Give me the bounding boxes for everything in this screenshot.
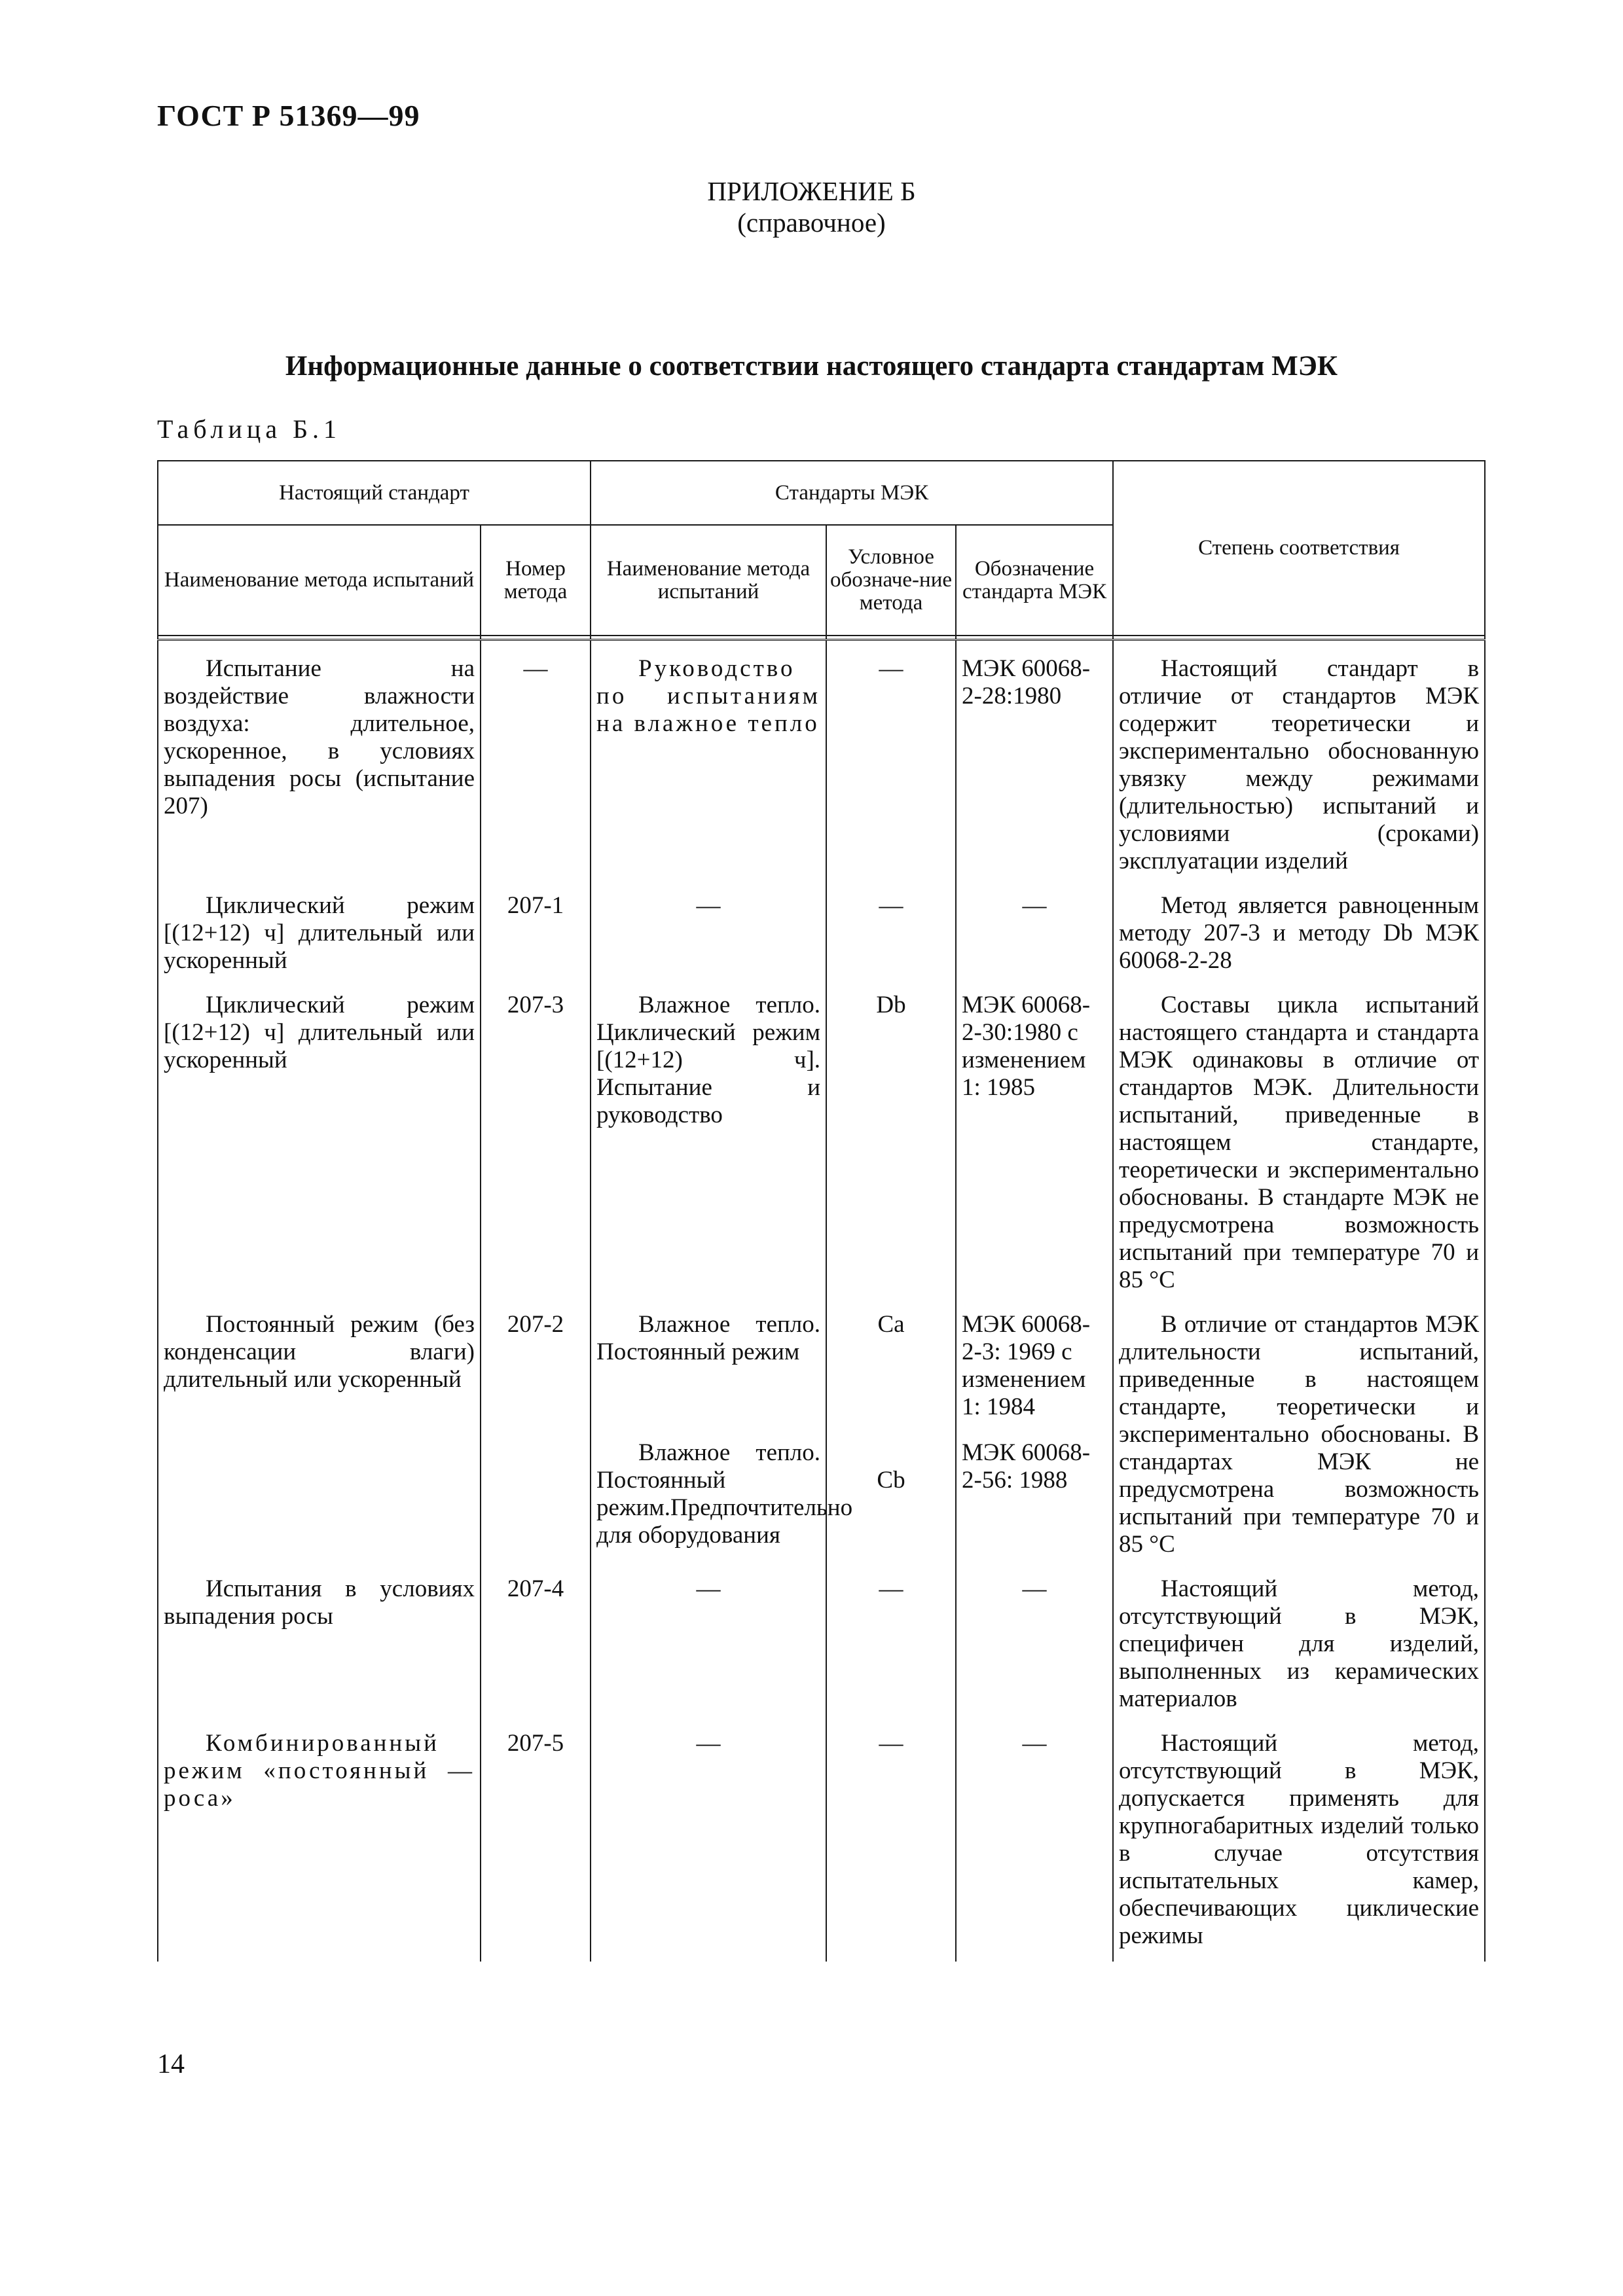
iec-standard: — [956,892,1113,992]
appendix-type: (справочное) [737,207,886,238]
header-iec-method-name: Наименование метода испытаний [591,525,826,636]
degree-text: Настоящий метод, отсутствующий в МЭК, допускается применять для крупногабаритных изделий только в случае отсутствия испытательных камер, обеспечивающих циклические режимы [1113,1730,1485,1962]
appendix-title: ПРИЛОЖЕНИЕ Б [707,176,916,206]
iec-method-name-group [591,1311,853,1575]
method-name: Испытания в условиях выпадения росы [158,1575,481,1730]
iec-method-name: Влажное тепло. Циклический режим [(12+12) ч]. Испытание и руководство [591,992,826,1311]
iec-standard-2: МЭК 60068-2-56: 1988 [962,1439,1091,1494]
method-name: Испытание на воздействие влажности воздуха: длительное, ускоренное, в условиях выпадения росы (испытание 207) [158,640,481,893]
method-number: 207-5 [481,1730,591,1962]
header-iec-designation: Условное обозначе-ние метода [826,525,956,636]
table-row [158,992,1485,1311]
method-name: Циклический режим [(12+12) ч] длительный или ускоренный [158,992,481,1311]
method-number: 207-4 [481,1575,591,1730]
method-number: 207-2 [481,1311,591,1575]
iec-standard: — [956,1575,1113,1730]
degree-text: Составы цикла испытаний настоящего стандарта и стандарта МЭК одинаковы в отличие от стандартов МЭК. Длительности испытаний, приведенные в настоящем стандарте, теоретически и экспериментально обоснованы. В стандарте МЭК не предусмотрена возможность испытаний при температуре 70 и 85 °С [1113,992,1485,1311]
iec-designation: Db [826,992,956,1311]
iec-designation: Ca [877,1311,905,1338]
iec-method-name: Руководство по испытаниям на влажное тепло [591,640,826,893]
iec-standard: — [956,1730,1113,1962]
page-number: 14 [157,2049,185,2079]
iec-designation: — [826,1730,956,1962]
iec-designation: — [826,640,956,893]
degree-text: В отличие от стандартов МЭК длительности испытаний, приведенные в настоящем стандарте, теоретически и экспериментально обоснованы. В стандартах МЭК не предусмотрена возможность испытаний при температуре 70 и 85 °С [1113,1311,1485,1575]
header-method-number: Номер метода [481,525,591,636]
header-degree: Степень соответствия [1113,461,1485,636]
table-row [158,1575,1485,1730]
iec-standard: МЭК 60068-2-3: 1969 с изменением 1: 1984 [962,1311,1091,1420]
method-number: — [481,640,591,893]
iec-designation: — [826,892,956,992]
header-iec-standards: Стандарты МЭК [591,461,1113,525]
appendix-heading [0,175,1623,238]
group-header-row [158,461,1485,525]
iec-standard-group [956,1311,1113,1575]
iec-method-name: — [591,1730,826,1962]
method-number: 207-3 [481,992,591,1311]
table-row [158,1311,1485,1575]
method-name: Комбинированный режим «постоянный — роса» [158,1730,481,1962]
iec-standard: МЭК 60068-2-30:1980 с изменением 1: 1985 [956,992,1113,1311]
iec-designation-group [826,1311,956,1575]
iec-method-name: — [591,1575,826,1730]
method-name: Постоянный режим (без конденсации влаги) длительный или ускоренный [158,1311,481,1575]
degree-text: Настоящий метод, отсутствующий в МЭК, специфичен для изделий, выполненных из керамических материалов [1113,1575,1485,1730]
iec-standard: МЭК 60068-2-28:1980 [956,640,1113,893]
iec-designation: — [826,1575,956,1730]
iec-method-name-2: Влажное тепло. Постоянный режим.Предпочтительно для оборудования [596,1439,853,1549]
document-code: ГОСТ Р 51369—99 [157,99,420,132]
iec-designation-2: Cb [877,1467,905,1494]
method-number: 207-1 [481,892,591,992]
correspondence-table [157,460,1486,1962]
table-row [158,1730,1485,1962]
main-title: Информационные данные о соответствии настоящего стандарта стандартам МЭК [285,351,1338,382]
table-label: Таблица Б.1 [157,414,342,444]
iec-method-name: — [591,892,826,992]
header-present-standard: Настоящий стандарт [158,461,591,525]
table-row [158,640,1485,893]
iec-method-name: Влажное тепло. Постоянный режим [596,1311,821,1365]
header-iec-standard: Обозначение стандарта МЭК [956,525,1113,636]
degree-text: Настоящий стандарт в отличие от стандартов МЭК содержит теоретически и экспериментально обоснованную увязку между режимами (длительностью) испытаний и условиями (сроками) эксплуатации изделий [1113,640,1485,893]
table-row [158,892,1485,992]
degree-text: Метод является равноценным методу 207-3 и методу Db МЭК 60068-2-28 [1113,892,1485,992]
header-method-name: Наименование метода испытаний [158,525,481,636]
method-name: Циклический режим [(12+12) ч] длительный или ускоренный [158,892,481,992]
